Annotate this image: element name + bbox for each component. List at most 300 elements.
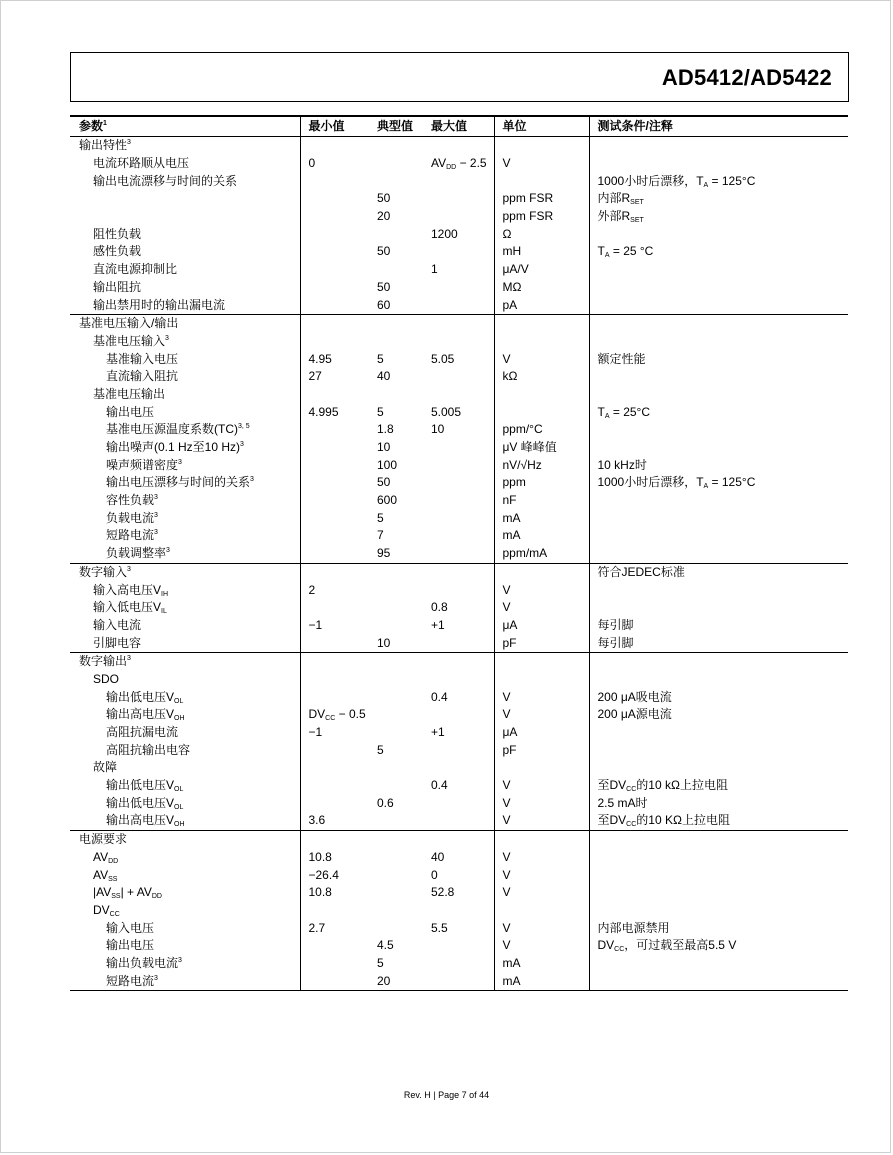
min-cell (300, 509, 369, 527)
unit-cell: nF (494, 492, 589, 510)
param-cell: 数字输入$^3$ (70, 563, 300, 581)
max-cell: 5.05 (423, 350, 494, 368)
unit-cell: μA (494, 724, 589, 742)
condition-cell: $T_A = 25^\circ C$ (597, 404, 651, 420)
param-cell (70, 190, 300, 208)
unit-cell: mA (494, 955, 589, 973)
min-cell: −26.4 (308, 867, 339, 882)
typ-cell (369, 261, 423, 279)
min-cell: 2 (308, 582, 316, 597)
condition-cell (589, 830, 848, 848)
unit-cell: V (494, 155, 589, 173)
unit-cell: ppm/°C (494, 421, 589, 439)
table-row (70, 439, 848, 457)
condition-cell: 1000小时后漂移，$T_A = 125^\circ C$ (597, 173, 756, 189)
typ-cell: 4.5 (377, 938, 394, 953)
param-cell: 输出电流漂移与时间的关系 (70, 172, 300, 190)
max-cell (423, 652, 494, 670)
unit-cell (494, 830, 589, 848)
typ-cell (369, 652, 423, 670)
typ-cell: 10 (377, 440, 391, 455)
unit-cell: pA (494, 296, 589, 314)
param-cell: 输出电压 (70, 403, 300, 421)
condition-cell: 200 μA源电流 (597, 707, 672, 722)
max-cell: 1200 (423, 225, 494, 243)
column-header-typ: 典型值 (369, 116, 423, 137)
max-cell: 0.8 (423, 599, 494, 617)
condition-cell (589, 509, 848, 527)
table-row (70, 509, 848, 527)
max-cell (423, 456, 494, 474)
column-header-parameter: 参数$^1$ (70, 116, 300, 137)
unit-cell: mH (494, 243, 589, 261)
min-cell (300, 741, 369, 759)
param-cell: SDO (70, 671, 300, 689)
condition-cell: 每引脚 (597, 635, 634, 650)
unit-cell (494, 652, 589, 670)
unit-cell: Ω (494, 225, 589, 243)
condition-cell (589, 279, 848, 297)
column-header-conditions: 测试条件/注释 (589, 116, 848, 137)
condition-cell (589, 333, 848, 351)
table-row (70, 741, 848, 759)
max-cell (423, 333, 494, 351)
max-cell: +1 (423, 617, 494, 635)
unit-cell (494, 671, 589, 689)
typ-cell (369, 812, 423, 830)
typ-cell: 95 (377, 546, 391, 561)
param-cell: 输出噪声(0.1 Hz至10 Hz)$^3$ (70, 439, 300, 457)
unit-cell: V (494, 849, 589, 867)
unit-cell: μA/V (494, 261, 589, 279)
max-cell: 0.4 (423, 688, 494, 706)
condition-cell (589, 296, 848, 314)
param-cell: 数字输出$^3$ (70, 652, 300, 670)
table-row (70, 456, 848, 474)
condition-cell (589, 599, 848, 617)
param-cell: 输出阻抗 (70, 279, 300, 297)
max-cell (423, 741, 494, 759)
typ-cell (369, 155, 423, 173)
condition-cell (589, 902, 848, 920)
param-cell: 输入低电压$V_{IL}$ (70, 599, 300, 617)
table-row (70, 688, 848, 706)
condition-cell: $DV_{CC}$，可过载至最高5.5 V (597, 938, 737, 954)
unit-cell: ppm/mA (494, 545, 589, 563)
unit-cell: mA (494, 527, 589, 545)
table-row (70, 759, 848, 777)
param-cell: 直流输入阻抗 (70, 368, 300, 386)
param-cell: 输出低电压$V_{OL}$ (70, 688, 300, 706)
condition-cell (589, 671, 848, 689)
unit-cell (494, 137, 589, 155)
param-cell: 输出禁用时的输出漏电流 (70, 296, 300, 314)
condition-cell: 10 kHz时 (597, 457, 647, 472)
unit-cell: V (494, 794, 589, 812)
unit-cell: V (494, 812, 589, 830)
table-row (70, 919, 848, 937)
unit-cell: μA (494, 617, 589, 635)
typ-cell (369, 225, 423, 243)
typ-cell: 50 (377, 191, 391, 206)
min-cell (300, 830, 369, 848)
table-row (70, 208, 848, 226)
param-cell: 输出电压 (70, 937, 300, 955)
table-row (70, 261, 848, 279)
typ-cell (369, 866, 423, 884)
condition-cell (589, 545, 848, 563)
unit-cell: V (494, 350, 589, 368)
param-cell: 输出低电压$V_{OL}$ (70, 794, 300, 812)
min-cell (300, 794, 369, 812)
max-cell (423, 937, 494, 955)
typ-cell (369, 617, 423, 635)
param-cell: 输出特性$^3$ (70, 137, 300, 155)
condition-cell (589, 652, 848, 670)
min-cell (300, 314, 369, 332)
condition-cell: 外部$R_{SET}$ (597, 209, 644, 225)
typ-cell (369, 849, 423, 867)
typ-cell: 60 (377, 297, 391, 312)
max-cell (423, 527, 494, 545)
min-cell (300, 456, 369, 474)
table-body (70, 137, 848, 991)
param-cell: 输出低电压$V_{OL}$ (70, 777, 300, 795)
min-cell: 10.8 (308, 849, 332, 864)
min-cell: 2.7 (308, 920, 326, 935)
table-section-row (70, 830, 848, 848)
min-cell (300, 777, 369, 795)
table-row (70, 955, 848, 973)
max-cell (423, 208, 494, 226)
min-cell (300, 279, 369, 297)
unit-cell: V (494, 777, 589, 795)
typ-cell (369, 314, 423, 332)
condition-cell (589, 368, 848, 386)
param-cell: 输入高电压$V_{IH}$ (70, 581, 300, 599)
condition-cell (589, 386, 848, 404)
unit-cell: kΩ (494, 368, 589, 386)
table-row (70, 724, 848, 742)
param-cell: 输出负载电流$^3$ (70, 955, 300, 973)
condition-cell (589, 492, 848, 510)
condition-cell: 200 μA吸电流 (597, 689, 672, 704)
table-section-row (70, 652, 848, 670)
condition-cell (589, 741, 848, 759)
max-cell: 5.5 (423, 919, 494, 937)
typ-cell (369, 386, 423, 404)
table-row (70, 386, 848, 404)
min-cell (300, 955, 369, 973)
param-cell: 负载调整率$^3$ (70, 545, 300, 563)
typ-cell: 0.6 (377, 795, 394, 810)
table-row (70, 777, 848, 795)
condition-cell: 1000小时后漂移，$T_A = 125^\circ C$ (597, 475, 756, 491)
typ-cell: 5 (377, 351, 384, 366)
table-row (70, 937, 848, 955)
max-cell (423, 759, 494, 777)
table-header-row (70, 116, 848, 137)
param-cell: 负载电流$^3$ (70, 509, 300, 527)
max-cell: $AV_{DD} - 2.5$ (423, 155, 494, 173)
typ-cell (369, 581, 423, 599)
min-cell (300, 545, 369, 563)
unit-cell (494, 902, 589, 920)
typ-cell: 100 (377, 457, 398, 472)
column-header-min: 最小值 (300, 116, 369, 137)
condition-cell (589, 314, 848, 332)
param-cell: 电源要求 (70, 830, 300, 848)
param-cell: 基准电压输入/输出 (70, 314, 300, 332)
unit-cell: ppm FSR (494, 208, 589, 226)
param-cell: 阻性负载 (70, 225, 300, 243)
unit-cell: mA (494, 972, 589, 990)
condition-cell (589, 955, 848, 973)
param-cell: 高阻抗输出电容 (70, 741, 300, 759)
condition-cell: 每引脚 (597, 617, 634, 632)
typ-cell (369, 333, 423, 351)
typ-cell: 5 (377, 404, 384, 419)
unit-cell (494, 386, 589, 404)
table-row (70, 350, 848, 368)
param-cell: 电流环路顺从电压 (70, 155, 300, 173)
min-cell (300, 296, 369, 314)
min-cell: 3.6 (308, 813, 326, 828)
typ-cell: 10 (377, 635, 391, 650)
min-cell: $DV_{CC} - 0.5$ (308, 707, 366, 723)
max-cell (423, 474, 494, 492)
condition-cell: 额定性能 (597, 351, 646, 366)
typ-cell (369, 137, 423, 155)
max-cell (423, 296, 494, 314)
unit-cell: μV 峰峰值 (494, 439, 589, 457)
min-cell (300, 652, 369, 670)
table-row (70, 866, 848, 884)
specifications-table (70, 115, 848, 991)
param-cell: 输入电压 (70, 919, 300, 937)
table-row (70, 884, 848, 902)
page-footer: Rev. H | Page 7 of 44 (403, 1090, 490, 1100)
param-cell: $AV_{SS}$ (70, 866, 300, 884)
max-cell (423, 581, 494, 599)
param-cell: 短路电流$^3$ (70, 527, 300, 545)
table-row (70, 812, 848, 830)
min-cell (300, 492, 369, 510)
min-cell (300, 671, 369, 689)
max-cell: 5.005 (423, 403, 494, 421)
table-row (70, 225, 848, 243)
unit-cell: V (494, 919, 589, 937)
table-row (70, 492, 848, 510)
param-cell: 噪声频谱密度$^3$ (70, 456, 300, 474)
param-cell: 输出高电压$V_{OH}$ (70, 706, 300, 724)
unit-cell (494, 333, 589, 351)
page-header (70, 52, 849, 102)
unit-cell: V (494, 884, 589, 902)
min-cell: 4.995 (308, 404, 339, 419)
typ-cell: 20 (377, 209, 391, 224)
max-cell (423, 386, 494, 404)
min-cell (300, 333, 369, 351)
max-cell (423, 671, 494, 689)
min-cell (300, 759, 369, 777)
unit-cell: V (494, 706, 589, 724)
max-cell (423, 794, 494, 812)
max-cell: 0.4 (423, 777, 494, 795)
condition-cell (589, 155, 848, 173)
max-cell (423, 137, 494, 155)
min-cell: 10.8 (308, 885, 332, 900)
param-cell: 容性负载$^3$ (70, 492, 300, 510)
max-cell: 40 (423, 849, 494, 867)
max-cell (423, 439, 494, 457)
table-row (70, 474, 848, 492)
unit-cell: V (494, 688, 589, 706)
max-cell: 10 (423, 421, 494, 439)
table-row (70, 527, 848, 545)
max-cell: +1 (423, 724, 494, 742)
column-header-max: 最大值 (423, 116, 494, 137)
part-number-title: AD5412/AD5422 (661, 65, 832, 90)
max-cell (423, 368, 494, 386)
typ-cell: 7 (377, 528, 384, 543)
unit-cell (494, 403, 589, 421)
min-cell (300, 137, 369, 155)
condition-cell (589, 261, 848, 279)
max-cell (423, 545, 494, 563)
condition-cell (589, 137, 848, 155)
table-row (70, 333, 848, 351)
param-cell: 感性负载 (70, 243, 300, 261)
min-cell (300, 225, 369, 243)
param-cell: $DV_{CC}$ (70, 902, 300, 920)
typ-cell (369, 884, 423, 902)
table-row (70, 617, 848, 635)
min-cell (300, 474, 369, 492)
param-cell: $|AV_{SS}| + AV_{DD}$ (70, 884, 300, 902)
min-cell (300, 563, 369, 581)
max-cell (423, 830, 494, 848)
max-cell (423, 243, 494, 261)
typ-cell (369, 830, 423, 848)
table-row (70, 172, 848, 190)
table-row (70, 706, 848, 724)
param-cell: $AV_{DD}$ (70, 849, 300, 867)
condition-cell (589, 759, 848, 777)
unit-cell: V (494, 581, 589, 599)
typ-cell: 50 (377, 475, 391, 490)
max-cell: 0 (423, 866, 494, 884)
table-row (70, 545, 848, 563)
min-cell: −1 (308, 725, 323, 740)
max-cell (423, 812, 494, 830)
condition-cell (589, 581, 848, 599)
param-cell: 基准电压源温度系数(TC)$^{3, 5}$ (70, 421, 300, 439)
param-cell: 基准电压输入$^3$ (70, 333, 300, 351)
max-cell (423, 314, 494, 332)
max-cell (423, 902, 494, 920)
param-cell: 输出高电压$V_{OH}$ (70, 812, 300, 830)
table-row (70, 155, 848, 173)
min-cell (300, 243, 369, 261)
table-row (70, 634, 848, 652)
typ-cell: 5 (377, 742, 384, 757)
unit-cell: V (494, 866, 589, 884)
unit-cell: pF (494, 634, 589, 652)
condition-cell (589, 527, 848, 545)
min-cell (300, 208, 369, 226)
unit-cell (494, 172, 589, 190)
unit-cell (494, 759, 589, 777)
unit-cell: mA (494, 509, 589, 527)
max-cell (423, 706, 494, 724)
max-cell (423, 190, 494, 208)
condition-cell: 内部$R_{SET}$ (597, 191, 644, 207)
table-row (70, 599, 848, 617)
typ-cell (369, 759, 423, 777)
max-cell (423, 172, 494, 190)
param-cell: 直流电源抑制比 (70, 261, 300, 279)
unit-cell: V (494, 937, 589, 955)
typ-cell (369, 688, 423, 706)
typ-cell (369, 563, 423, 581)
max-cell (423, 955, 494, 973)
unit-cell: ppm (494, 474, 589, 492)
condition-cell: 至$DV_{CC}$的10 kΩ上拉电阻 (597, 778, 728, 794)
max-cell (423, 509, 494, 527)
condition-cell (589, 849, 848, 867)
condition-cell (589, 972, 848, 990)
min-cell (300, 386, 369, 404)
param-cell: 输出电压漂移与时间的关系$^3$ (70, 474, 300, 492)
min-cell: −1 (308, 617, 323, 632)
condition-cell (589, 439, 848, 457)
table-section-row (70, 563, 848, 581)
condition-cell: $T_A = 25$ °C (597, 244, 654, 260)
typ-cell (369, 919, 423, 937)
min-cell (300, 599, 369, 617)
table-row (70, 581, 848, 599)
min-cell (300, 190, 369, 208)
condition-cell (589, 866, 848, 884)
unit-cell: ppm FSR (494, 190, 589, 208)
table-section-row (70, 137, 848, 155)
min-cell (300, 688, 369, 706)
condition-cell: 符合JEDEC标准 (589, 563, 848, 581)
table-section-row (70, 314, 848, 332)
table-row (70, 849, 848, 867)
table-row (70, 279, 848, 297)
typ-cell (369, 777, 423, 795)
param-cell: 基准电压输出 (70, 386, 300, 404)
typ-cell (369, 172, 423, 190)
unit-cell (494, 314, 589, 332)
table-row (70, 190, 848, 208)
table-row (70, 671, 848, 689)
typ-cell (369, 599, 423, 617)
table-row (70, 972, 848, 990)
condition-cell: 至$DV_{CC}$的10 KΩ上拉电阻 (597, 813, 730, 829)
param-cell: 短路电流$^3$ (70, 972, 300, 990)
max-cell (423, 634, 494, 652)
min-cell (300, 421, 369, 439)
column-header-unit: 单位 (494, 116, 589, 137)
typ-cell (369, 724, 423, 742)
condition-cell (589, 884, 848, 902)
min-cell (300, 261, 369, 279)
unit-cell: nV/√Hz (494, 456, 589, 474)
param-cell: 基准输入电压 (70, 350, 300, 368)
